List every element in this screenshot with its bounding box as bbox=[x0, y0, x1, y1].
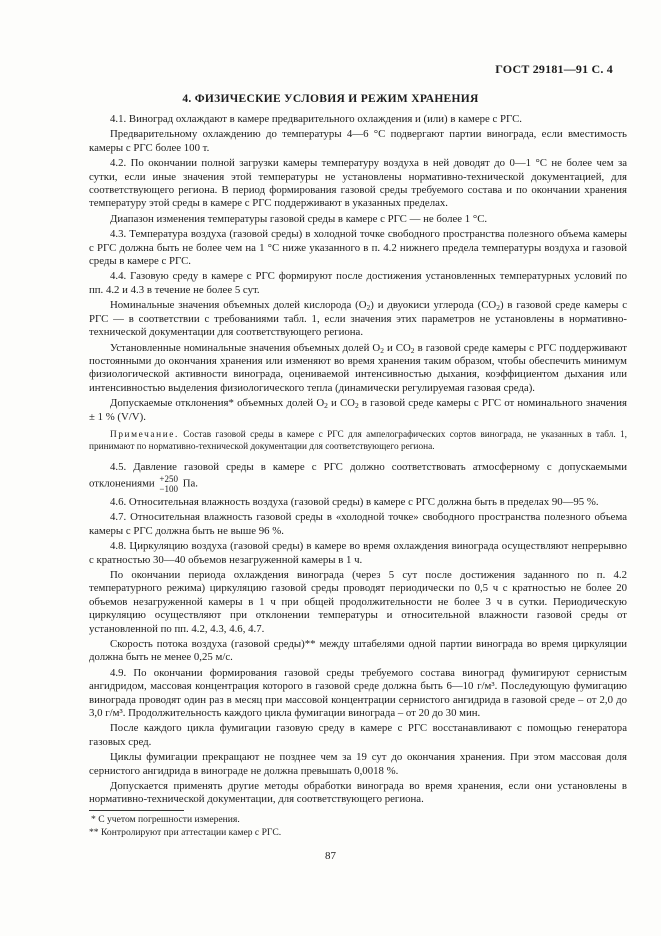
paragraph-4-2: 4.2. По окончании полной загрузки камеры температуру воздуха в ней доводят до 0—1 °С не более чем за сутки, если иные значения этой температуры не установлены нормативно-технической документацией, для соответствующего региона. В период формирования газовой среды требуемого состава и по окончании хранения температуру этой среды в камере с РГС поддерживают в указанных пределах. bbox=[89, 157, 627, 210]
paragraph-4-9c: Циклы фумигации прекращают не позднее чем за 19 сут до окончания хранения. При этом массовая доля сернистого ангидрида в винограде не должна превышать 0,0018 %. bbox=[89, 751, 627, 777]
page-number: 87 bbox=[325, 850, 336, 862]
footnote-2: ** Контролируют при аттестации камер с РГС. bbox=[89, 826, 282, 838]
section-title: 4. ФИЗИЧЕСКИЕ УСЛОВИЯ И РЕЖИМ ХРАНЕНИЯ bbox=[182, 93, 479, 105]
paragraph-4-5: 4.5. Давление газовой среды в камере с РГС должно соответствовать атмосферному с допускаемыми отклонениями +250 −100 Па. bbox=[89, 460, 627, 494]
paragraph-4-4b: Номинальные значения объемных долей кислорода $(О_2)$ и двуокиси углерода $(СО_2)$ в газовой среде камеры с РГС — в соответствии с требованиями табл. 1, если значения этих параметров не установлены в нормативно-технической документации для соответствующего региона. bbox=[89, 299, 627, 339]
page-header: ГОСТ 29181—91 С. 4 bbox=[495, 62, 613, 76]
paragraph-4-6: 4.6. Относительная влажность воздуха (газовой среды) в камере с РГС должна быть в пределах 90—95 %. bbox=[110, 495, 599, 508]
paragraph-4-4d: Допускаемые отклонения* объемных долей $О_2$ и $СО_2$ в газовой среде камеры с РГС от номинального значения ± 1 % (V/V). bbox=[89, 397, 627, 423]
tolerance-fraction: +250 −100 bbox=[159, 473, 178, 494]
footnotes bbox=[89, 810, 627, 840]
section-body bbox=[89, 113, 627, 809]
note-text: Состав газовой среды в камере с РГС для ампелографических сортов винограда, не указанных в табл. 1, принимают по нормативно-технической документации для соответствующего региона. bbox=[89, 429, 627, 452]
note-label: Примечание. bbox=[110, 429, 179, 440]
paragraph-4-8c: Скорость потока воздуха (газовой среды)** между штабелями одной партии винограда во время циркуляции должна быть не менее 0,25 м/с. bbox=[89, 638, 627, 664]
paragraph-4-2b: Диапазон изменения температуры газовой среды в камере с РГС — не более 1 °С. bbox=[110, 212, 488, 225]
paragraph-4-9d: Допускается применять другие методы обработки винограда во время хранения, если они установлены в нормативно-технической документации, для соответствующего региона. bbox=[89, 780, 627, 806]
footnote-1: * С учетом погрешности измерения. bbox=[91, 814, 240, 825]
paragraph-4-8b: По окончании периода охлаждения винограда (через 5 сут после достижения заданного по п. 4.2 температурного режима) циркуляцию газовой среды проводят периодически по 0,5 ч с кратностью не более 20 объемов незагруженной камеры в 1 ч при общей продолжительности не более 3 ч в сутки. Периодическую циркуляцию осуществляют при отклонении температуры и относительной влажности газовой среды от установленной по пп. 4.2, 4.3, 4.6, 4.7. bbox=[89, 568, 627, 635]
paragraph-4-9b: После каждого цикла фумигации газовую среду в камере с РГС восстанавливают с помощью генератора газовых сред. bbox=[89, 722, 627, 748]
paragraph-4-1: 4.1. Виноград охлаждают в камере предварительного охлаждения и (или) в камере с РГС. bbox=[110, 113, 523, 125]
paragraph-4-4: 4.4. Газовую среду в камере с РГС формируют после достижения установленных температурных условий по пп. 4.2 и 4.3 в течение не более 5 сут. bbox=[89, 270, 627, 296]
note bbox=[89, 430, 627, 454]
paragraph-4-8: 4.8. Циркуляцию воздуха (газовой среды) в камере во время охлаждения винограда осуществляют непрерывно с кратностью 30—40 объемов незагруженной камеры в 1 ч. bbox=[89, 540, 627, 566]
footnote-rule bbox=[89, 810, 184, 811]
paragraph-4-1b: Предварительному охлаждению до температуры 4—6 °С подвергают партии винограда, если вместимость камеры с РГС более 100 т. bbox=[89, 128, 627, 154]
paragraph-4-4c: Установленные номинальные значения объемных долей $О_2$ и $СО_2$ в газовой среде камеры с РГС поддерживают постоянными до окончания хранения или изменяют во время хранения таким образом, чтобы обеспечить минимум физиологической активности винограда, оцениваемой интенсивностью дыхания, коэффициентом дыхания или интенсивностью выделения физиологического тепла (динамически регулируемая газовая среда). bbox=[89, 341, 627, 394]
paragraph-4-7: 4.7. Относительная влажность газовой среды в «холодной точке» свободного пространства полезного объема камеры с РГС должна быть не выше 96 %. bbox=[89, 511, 627, 537]
paragraph-4-3: 4.3. Температура воздуха (газовой среды) в холодной точке свободного пространства полезного объема камеры с РГС должна быть не более чем на 1 °С ниже указанного в п. 4.2 нижнего предела температуры воздуха и газовой среды в камере с РГС. bbox=[89, 228, 627, 268]
paragraph-4-9: 4.9. По окончании формирования газовой среды требуемого состава виноград фумигируют сернистым ангидридом, массовая концентрация которого в газовой среде должна быть 6—10 г/м³. Последующую фумигацию винограда проводят один раз в месяц при массовой концентрации сернистого ангидрида в газовой среде – от 2,0 до 3,0 г/м³. Продолжительность каждого цикла фумигации винограда – от 20 до 30 мин. bbox=[89, 666, 627, 720]
